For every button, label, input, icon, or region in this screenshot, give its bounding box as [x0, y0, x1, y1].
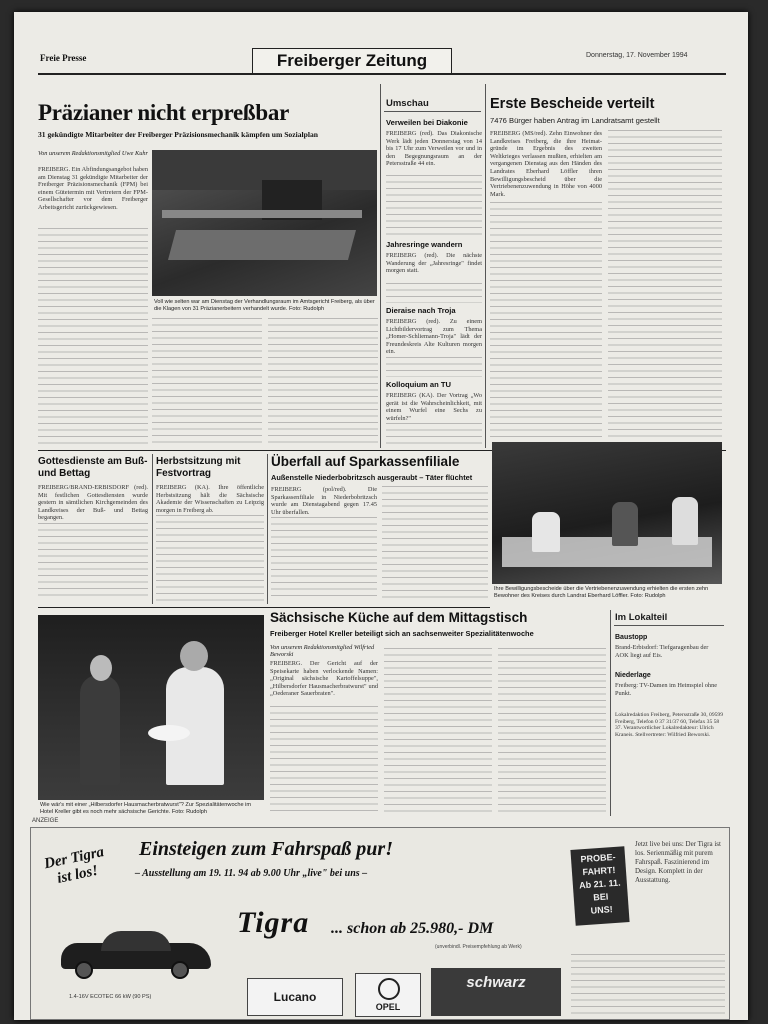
ad-price-note: (unverbindl. Preisempfehlung ab Werk) — [435, 944, 522, 950]
lead-body-col2 — [152, 318, 262, 448]
ad-headline: Einsteigen zum Fahrspaß pur! — [139, 838, 393, 860]
bescheide-photo-caption: Ihre Bewilligungsbescheide über die Vertriebenenzuwendung erhielten die ersten zehn Bewohner des Kreises durch Landrat Eberhard Löffler. Foto: Rudolph — [494, 586, 709, 599]
ad-right-text: Jetzt live bei uns: Der Tigra ist los. Serienmäßig mit purem Fahrspaß. Faszinierend im Design. Komplett in der Ausstattung. — [635, 840, 721, 884]
probe-line-2: FAHRT! — [582, 864, 616, 878]
ad-engine-spec: 1.4-16V ECOTEC 66 kW (90 PS) — [69, 994, 152, 1000]
kueche-text: FREIBERG. Der Gericht auf der Speisekarte haben verlockende Namen: „Original sächsische Kartoffelsuppe", „Hilbersdorfer Hausmacherbratwurst" und „Oederaner Sauerbraten". — [270, 660, 378, 698]
lokalteil-item-2-label: Niederlage — [615, 672, 651, 679]
lokalteil-item-1-text: Brand-Erbisdorf: Tiefgaragenbau der AOK liegt auf Eis. — [615, 644, 709, 659]
lead-body-start: FREIBERG. Ein Abfindungsangebot haben am Dienstag 31 gekündigte Mitarbeiter der Freiberger Präzisionsmechanik (FPM) bei einem Gütetermin mit Vertretern der FPM-Gesellschafter vor dem Freiberger Arbeitsgericht zurückgewiesen. — [38, 166, 148, 211]
probe-line-1: PROBE- — [580, 851, 616, 865]
bescheide-subheadline: 7476 Bürger haben Antrag im Landratsamt gestellt — [490, 116, 660, 125]
car-illustration — [51, 923, 221, 978]
opel-tigra-ad — [30, 827, 730, 1020]
lead-photo-caption: Voll wie selten war am Dienstag der Verhandlungsraum im Amtsgericht Freiberg, als über die Klagen von 31 Präzianerbeitern verhandelt wurde. Foto: Rudolph — [154, 299, 375, 312]
umschau-item-3-headline: Dieraise nach Troja — [386, 306, 456, 315]
issue-date: Donnerstag, 17. November 1994 — [586, 52, 688, 59]
sparkasse-text: FREIBERG (pol/red). Die Sparkassenfiliale in Niederbobritzsch wurde am Dienstagabend gegen 17.45 Uhr überfallen. — [271, 486, 377, 516]
bescheide-body-start: FREIBERG (MS/red). Zehn Einwohner des Landkreises Freiberg, die ihre Heimat-gründe im Ergebnis des zweiten Weltkrieges verlassen mußten, erhielten am vergangenen Dienstag aus den Händen des Landrates Eberhard Löffler ihren Bewilligungsbescheid über die Vertriebenenzuwendung in Höhe von 4000 Mark. — [490, 130, 602, 198]
kueche-headline: Sächsische Küche auf dem Mittagstisch — [270, 610, 528, 625]
ad-subline: – Ausstellung am 19. 11. 94 ab 9.00 Uhr „live" bei uns – — [135, 868, 368, 879]
lead-subheadline: 31 gekündigte Mitarbeiter der Freiberger Präzisionsmechanik kämpfen um Sozialplan — [38, 130, 318, 139]
opel-name: OPEL — [375, 1002, 401, 1012]
dealer-schwarz-name: schwarz — [466, 974, 526, 991]
kueche-byline: Von unserem Redaktionsmitglied Wilfried Beworski — [270, 644, 375, 658]
lokalteil-item-1-label: Baustopp — [615, 634, 648, 641]
dealer-lucano-logo — [247, 978, 343, 1016]
umschau-item-4-headline: Kolloquium an TU — [386, 380, 451, 389]
gottesdienste-text: FREIBERG/BRAND-ERBISDORF (red). Mit festlichen Gottesdiensten wurde gestern in sämtlichen Kirchgemeinden des Landkreises der Buß- und Bettag begangen. — [38, 484, 148, 522]
local-section-title: Freiberger Zeitung — [252, 48, 452, 74]
sparkasse-subheadline: Außenstelle Niederbobritzsch ausgeraubt – Täter flüchtet — [271, 473, 473, 482]
kueche-subheadline: Freiberger Hotel Kreller beteiligt sich an sachsenweiter Spezialitätenwoche — [270, 629, 534, 638]
lead-body-col3 — [268, 318, 378, 448]
opel-logo — [355, 973, 421, 1017]
umschau-item-3-text: FREIBERG (red). Zu einem Lichtbildervortrag zum Thema „Homer-Schliemann-Troja" lädt der Freundeskreis Alte Kulturen morgen ein. — [386, 318, 482, 356]
paper-brand: Freie Presse — [40, 53, 87, 63]
ad-price: ... schon ab 25.980,- DM — [331, 920, 494, 937]
lead-body-col1 — [38, 228, 148, 448]
probe-line-3: Ab 21. 11. — [578, 877, 621, 891]
herbstsitzung-headline: Herbstsitzung mit Festvortrag — [156, 456, 241, 479]
umschau-item-4-text: FREIBERG (KA). Der Vortrag „Wo gerät ist die Wahrscheinlichkeit, mit einem Wurfel eine Sechs zu würfeln?" — [386, 392, 482, 422]
lokalteil-contact: Lokalredaktion Freiberg, Petersstraße 30, 09599 Freiberg, Telefon 0 37 31/37 60, Telefax 35 58 37. Verantwortlicher Lokalredakteur: Ulrich Kraneis. Stellvertreter: Wilfried Beworski. — [615, 712, 723, 738]
header-rule — [38, 73, 726, 75]
gottesdienste-headline: Gottesdienste am Buß- und Bettag — [38, 456, 148, 479]
lead-courtroom-photo — [152, 150, 377, 296]
dealer-schwarz-logo — [431, 968, 561, 1016]
herbstsitzung-text: FREIBERG (KA). Ihre öffentliche Herbstsitzung hält die Sächsische Akademie der Wissenschaften zu Leipzig morgen in Freiberg ab. — [156, 484, 264, 514]
umschau-item-1-text: FREIBERG (red). Das Diakonische Werk lädt jeden Donnerstag von 14 bis 17 Uhr zum Verweilen vor und in den Begegnungsraum an der Petersstraße 44 ein. — [386, 130, 482, 168]
umschau-item-2-headline: Jahresringe wandern — [386, 240, 463, 249]
tigra-logo: Tigra — [237, 906, 310, 939]
kueche-photo-caption: Wie wär's mit einer „Hilbersdorfer Hausmacherbratwurst"? Zur Spezialitätenwoche im Hotel Kreller gibt es noch mehr sächsische Gerichte. Foto: Rudolph — [40, 802, 252, 815]
umschau-title: Umschau — [386, 98, 429, 109]
lead-byline: Von unserem Redaktionsmitglied Uwe Kuhr — [38, 150, 148, 157]
bescheide-photo — [492, 442, 722, 584]
bescheide-headline: Erste Bescheide verteilt — [490, 96, 655, 112]
ad-label: ANZEIGE — [32, 818, 59, 824]
lokalteil-item-2-text: Freiberg: TV-Damen im Heimspiel ohne Punkt. — [615, 682, 718, 697]
umschau-item-2-text: FREIBERG (red). Die nächste Wanderung der „Jahresringe" findet morgen statt. — [386, 252, 482, 275]
probefahrt-badge — [570, 846, 629, 926]
probe-line-5: UNS! — [590, 904, 613, 916]
opel-blitz-icon — [378, 978, 400, 1000]
lokalteil-title: Im Lokalteil — [615, 612, 668, 623]
sparkasse-headline: Überfall auf Sparkassenfiliale — [271, 454, 460, 469]
lead-headline: Präzianer nicht erpreßbar — [38, 100, 289, 125]
umschau-item-1-headline: Verweilen bei Diakonie — [386, 118, 468, 127]
dealer-lucano-name: Lucano — [273, 990, 317, 1004]
tigra-badge: Der Tigra ist los! — [42, 844, 106, 887]
kueche-photo — [38, 615, 264, 800]
newspaper-page — [14, 12, 748, 1020]
probe-line-4: BEI — [592, 891, 609, 903]
